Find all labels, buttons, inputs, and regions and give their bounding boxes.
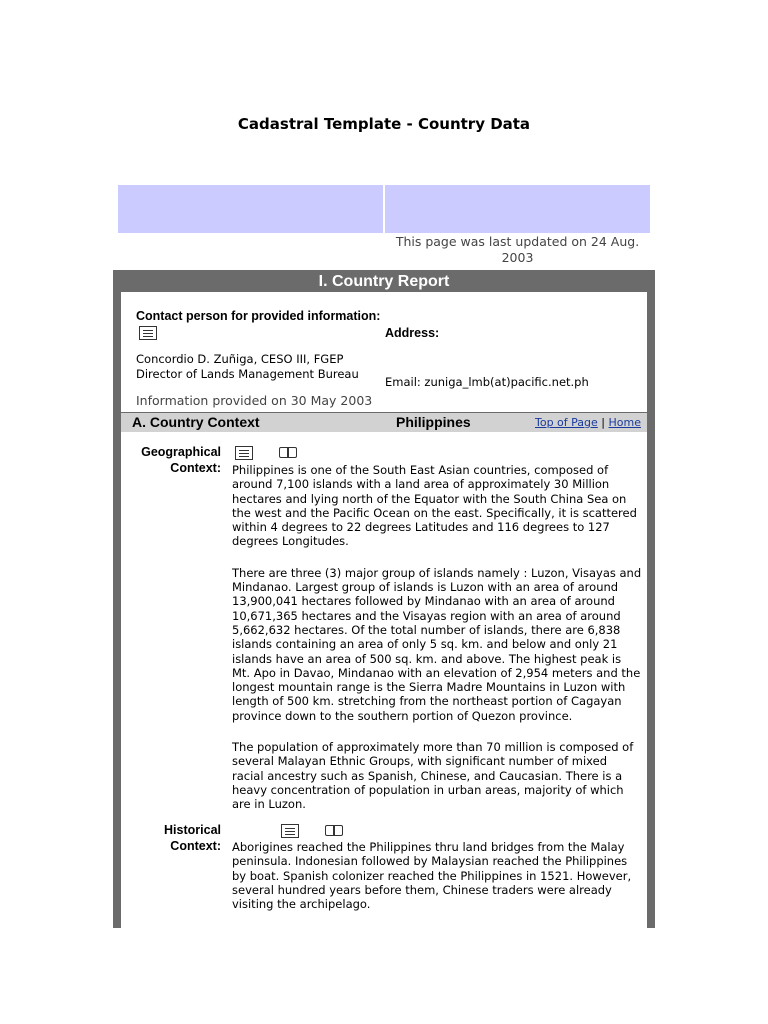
context-bar bbox=[121, 413, 647, 432]
section-title: A. Country Context bbox=[132, 414, 260, 430]
home-link[interactable]: Home bbox=[608, 416, 641, 429]
geo-paragraph: There are three (3) major group of islands namely : Luzon, Visayas and Mindanao. Largest group of islands is Luzon with an area of around 13,900,041 hectares followed by Mindanao with an area of around 10,671,365 hectares and the Visayas region with an area of around 5,662,632 hectares. Of the total number of islands, there are 6,838 islands containing an area of only 5 sq. km. and below and only 21 islands have an area of 500 sq. km. and above. The highest peak is Mt. Apo in Davao, Mindanao with an elevation of 2,954 meters and the longest mountain range is the Sierra Madre Mountains in Luzon with length of 500 km. stretching from the northeast portion of Cagayan province down to the southern portion of Quezon province. bbox=[232, 565, 642, 723]
contact-title: Director of Lands Management Bureau bbox=[136, 367, 359, 381]
report-header: I. Country Report bbox=[318, 273, 450, 290]
geo-paragraph: The population of approximately more than 70 million is composed of several Malayan Ethnic Groups, with significant number of mixed racial ancestry such as Spanish, Chinese, and Caucasian. There is a heavy concentration of population in urban areas, majority of which are in Luzon. bbox=[232, 740, 634, 812]
book-icon[interactable] bbox=[324, 824, 345, 838]
document-icon[interactable] bbox=[139, 326, 157, 340]
geographical-label-line2: Context: bbox=[170, 461, 221, 475]
contact-box bbox=[121, 292, 647, 412]
last-updated: This page was last updated on 24 Aug. 2003 bbox=[395, 234, 640, 265]
link-separator: | bbox=[601, 416, 606, 429]
hist-paragraph: Aborigines reached the Philippines thru land bridges from the Malay peninsula. Indonesian followed by Malaysian reached the Philippines by boat. Spanish colonizer reached the Philippines in 1521. However, several hundred years before them, Chinese traders were already visiting the archipelago. bbox=[232, 840, 632, 912]
historical-label-line1: Historical bbox=[164, 823, 221, 837]
address-label: Address: bbox=[385, 326, 440, 340]
document-icon[interactable] bbox=[235, 446, 253, 460]
historical-label-line2: Context: bbox=[170, 839, 221, 853]
context-links bbox=[535, 416, 641, 429]
geographical-label bbox=[121, 444, 221, 476]
historical-label bbox=[121, 822, 221, 854]
top-of-page-link[interactable]: Top of Page bbox=[535, 416, 598, 429]
banner-cell-left bbox=[118, 185, 385, 233]
email: Email: zuniga_lmb(at)pacific.net.ph bbox=[385, 375, 589, 389]
page-title: Cadastral Template - Country Data bbox=[237, 115, 531, 133]
country-report bbox=[113, 270, 655, 928]
country-name: Philippines bbox=[396, 414, 471, 430]
banner bbox=[118, 185, 650, 233]
book-icon[interactable] bbox=[278, 446, 299, 460]
geographical-text bbox=[232, 463, 642, 812]
document-icon[interactable] bbox=[281, 824, 299, 838]
geo-paragraph: Philippines is one of the South East Asian countries, composed of around 7,100 islands with a land area of approximately 30 Million hectares and lying north of the Equator with the South China Sea on the west and the Pacific Ocean on the east. Specifically, it is scattered within 4 degrees to 22 degrees Latitudes and 116 degrees to 127 degrees Longitudes. bbox=[232, 463, 637, 549]
context-body bbox=[121, 432, 647, 928]
geographical-label-line1: Geographical bbox=[141, 445, 221, 459]
contact-name: Concordio D. Zuñiga, CESO III, FGEP bbox=[136, 352, 344, 366]
info-date: Information provided on 30 May 2003 bbox=[136, 393, 373, 408]
contact-label: Contact person for provided information: bbox=[136, 309, 381, 323]
historical-text bbox=[232, 840, 642, 911]
banner-cell-right bbox=[385, 185, 650, 233]
